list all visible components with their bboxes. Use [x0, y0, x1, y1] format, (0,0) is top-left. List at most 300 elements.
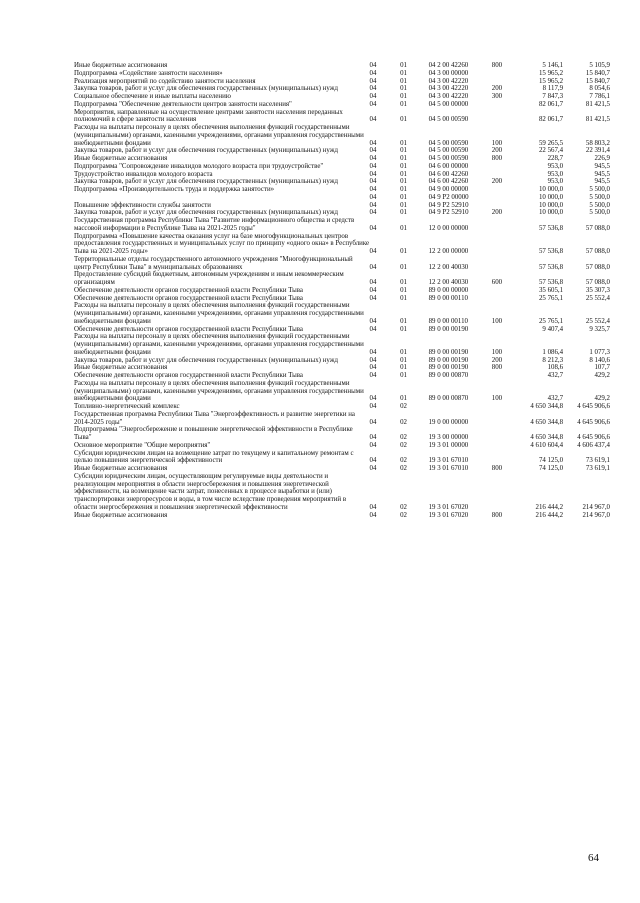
target-article-code: 04 5 00 00590	[428, 139, 469, 147]
amount-second-year: 81 421,5	[585, 116, 610, 124]
row-name: Иные бюджетные ассигнования	[74, 155, 168, 162]
amount-second-year: 1 077,3	[589, 348, 610, 356]
row-name: Государственная программа Республики Тыва "Развитие информационного общества и средств массовой информации в Республике Тыва на 2021-2025 годы"	[74, 217, 355, 232]
subsection-code: 01	[400, 325, 407, 333]
expense-type-code	[492, 109, 514, 125]
amount-first-year: 10 000,0	[538, 201, 564, 209]
section-code: 04	[369, 511, 377, 519]
table-row	[74, 357, 610, 365]
expense-type-code	[492, 194, 514, 202]
table-row	[74, 233, 610, 256]
amount-second-year: 5 500,0	[589, 209, 610, 217]
table-row	[74, 372, 610, 380]
amount-first-year: 22 567,4	[538, 147, 564, 155]
target-article-code: 19 3 01 67010	[428, 465, 469, 472]
amount-first-year: 953,0	[547, 162, 564, 170]
amount-first-year: 5 146,1	[542, 62, 564, 69]
table-row	[74, 302, 610, 325]
section-code: 04	[369, 178, 377, 186]
subsection-code: 01	[400, 93, 407, 100]
amount-first-year: 432,7	[547, 395, 564, 403]
amount-second-year: 35 307,3	[585, 286, 610, 294]
target-article-code: 04 5 00 00000	[428, 100, 469, 108]
table-row	[74, 411, 610, 427]
section-code: 04	[369, 77, 377, 85]
table-row	[74, 271, 610, 287]
amount-first-year: 15 965,2	[538, 69, 564, 77]
subsection-code: 01	[400, 155, 407, 162]
target-article-code: 19 3 01 67020	[428, 511, 469, 519]
table-row	[74, 163, 610, 171]
target-article-code: 04 3 00 42220	[428, 93, 469, 100]
row-name: Подпрограмма «Содействие занятости населения»	[74, 69, 223, 77]
section-code: 04	[369, 263, 377, 271]
amount-first-year: 4 650 344,8	[530, 403, 564, 410]
table-row	[74, 217, 610, 233]
subsection-code: 01	[400, 279, 407, 286]
row-name: Обеспечение деятельности органов государственной власти Республики Тыва	[74, 325, 303, 333]
section-code: 04	[369, 395, 377, 403]
expense-type-code	[492, 287, 514, 295]
table-row	[74, 85, 610, 93]
table-row	[74, 512, 610, 520]
budget-table-body	[74, 62, 610, 519]
expense-type-code	[492, 202, 514, 210]
section-code: 04	[369, 248, 377, 255]
amount-second-year: 58 803,2	[585, 139, 610, 147]
amount-first-year: 432,7	[547, 372, 564, 379]
target-article-code: 04 9 P2 00000	[428, 193, 469, 201]
target-article-code: 04 9 P2 52910	[428, 209, 469, 217]
row-name: Предоставление субсидий бюджетным, автономным учреждениям и иным некоммерческим организациям	[74, 271, 344, 286]
table-row	[74, 473, 610, 512]
section-code: 04	[369, 147, 377, 155]
section-code: 04	[369, 434, 377, 441]
expense-type-code: 200	[491, 356, 503, 364]
section-code: 04	[369, 69, 377, 77]
row-name: Трудоустройство инвалидов молодого возраста	[74, 170, 213, 178]
amount-second-year: 5 500,0	[589, 186, 610, 193]
subsection-code: 01	[400, 139, 407, 147]
row-name: Основное мероприятие "Общие мероприятия"	[74, 441, 211, 449]
section-code: 04	[369, 286, 377, 294]
subsection-code: 01	[400, 263, 407, 271]
row-name: Обеспечение деятельности органов государственной власти Республики Тыва	[74, 294, 303, 302]
amount-second-year: 945,5	[594, 170, 610, 178]
table-row	[74, 364, 610, 372]
expense-type-code: 100	[491, 317, 503, 325]
table-row	[74, 450, 610, 466]
subsection-code: 02	[400, 465, 407, 472]
table-row	[74, 186, 610, 194]
row-name	[74, 194, 370, 202]
amount-first-year: 7 847,3	[542, 93, 564, 100]
row-name: Территориальные отделы государственного автономного учреждения "Многофункциональный центр Республики Тыва" в муниципальных образованиях	[74, 255, 353, 271]
amount-first-year: 8 212,3	[542, 356, 564, 364]
target-article-code: 04 9 00 00000	[428, 186, 469, 193]
row-name: Расходы на выплаты персоналу в целях обеспечения выполнения функций государственными (муниципальными) органами, казенными учреждениями, органами управления государственными внебюджетными фондами	[74, 124, 364, 147]
section-code: 04	[369, 201, 377, 209]
table-row	[74, 442, 610, 450]
section-code: 04	[369, 503, 377, 511]
expense-type-code	[492, 70, 514, 78]
row-name: Подпрограмма "Сопровождение инвалидов молодого возраста при трудоустройстве"	[74, 162, 324, 170]
subsection-code: 01	[400, 294, 407, 302]
target-article-code: 89 0 00 00870	[428, 395, 469, 403]
amount-first-year: 74 125,0	[538, 457, 564, 465]
row-name: Государственная программа Республики Тыва "Энергоэффективность и развитие энергетики на 2014-2025 годы"	[74, 410, 355, 426]
table-row	[74, 70, 610, 78]
amount-second-year: 9 325,7	[589, 325, 610, 333]
expense-type-code: 100	[491, 348, 503, 356]
section-code: 04	[369, 279, 377, 286]
table-row	[74, 93, 610, 101]
row-name: Мероприятия, направленные на осуществление центрами занятости населения переданных полномочий в сфере занятости населения	[74, 108, 343, 124]
table-row	[74, 465, 610, 473]
row-name: Субсидии юридическим лицам на возмещение затрат по текущему и капитальному ремонтам с целью повышения энергетической эффективности	[74, 449, 354, 465]
subsection-code: 01	[400, 395, 407, 403]
amount-first-year: 9 407,4	[542, 325, 564, 333]
amount-first-year: 953,0	[547, 170, 564, 178]
subsection-code: 01	[400, 364, 407, 372]
table-row	[74, 155, 610, 163]
amount-first-year: 59 265,5	[538, 139, 564, 147]
amount-first-year: 228,7	[547, 155, 564, 162]
amount-first-year: 8 117,9	[542, 85, 564, 93]
section-code: 04	[369, 93, 377, 100]
amount-first-year: 57 536,8	[538, 279, 564, 286]
expense-type-code	[492, 78, 514, 86]
row-name: Подпрограмма «Повышение качества оказания услуг на базе многофункциональных центров предоставления государственных и муниципальных услуг по принципу «одного окна» в Республике Тыва на 2021-2025 годы»	[74, 232, 370, 255]
table-row	[74, 101, 610, 109]
amount-first-year: 15 965,2	[538, 77, 564, 85]
section-code: 04	[369, 170, 377, 178]
section-code: 04	[369, 62, 377, 69]
subsection-code: 01	[400, 147, 407, 155]
target-article-code: 12 2 00 00000	[428, 248, 469, 255]
amount-first-year: 82 061,7	[538, 116, 564, 124]
expense-type-code: 800	[491, 465, 503, 472]
expense-type-code: 800	[491, 62, 503, 69]
table-row	[74, 78, 610, 86]
subsection-code: 02	[400, 457, 407, 465]
row-name: Закупка товаров, работ и услуг для обеспечения государственных (муниципальных) нужд	[74, 356, 338, 364]
section-code: 04	[369, 162, 377, 170]
section-code: 04	[369, 317, 377, 325]
row-name: Субсидии юридическим лицам, осуществляющим регулируемые виды деятельности и реализующим мероприятия в области энергосбережения и повышения энергетической эффективности, на возмещение части затрат, понесенных в процессе выработки и (или) транспортировки энергоресурсов и воды, в том числе вследствие проведения мероприятий в области энергосбережения и повышения энергетической эффективности	[74, 472, 347, 511]
row-name: Обеспечение деятельности органов государственной власти Республики Тыва	[74, 372, 303, 379]
amount-first-year: 57 536,8	[538, 224, 564, 232]
page-number: 64	[588, 852, 599, 864]
section-code: 04	[369, 100, 377, 108]
section-code: 04	[369, 457, 377, 465]
amount-second-year: 57 088,0	[585, 224, 610, 232]
subsection-code: 01	[400, 77, 407, 85]
table-row	[74, 256, 610, 272]
row-name: Топливно-энергетический комплекс	[74, 403, 180, 410]
target-article-code: 04 6 00 42260	[428, 178, 469, 186]
amount-first-year: 35 605,1	[538, 286, 564, 294]
subsection-code: 01	[400, 348, 407, 356]
section-code: 04	[369, 372, 377, 379]
amount-second-year: 214 967,0	[582, 503, 610, 511]
expense-type-code	[492, 256, 514, 272]
table-row	[74, 333, 610, 356]
amount-first-year: 216 444,2	[535, 511, 564, 519]
expense-type-code	[492, 411, 514, 427]
amount-second-year: 4 645 906,6	[577, 418, 610, 426]
amount-second-year: 57 088,0	[585, 279, 610, 286]
row-name: Закупка товаров, работ и услуг для обеспечения государственных (муниципальных) нужд	[74, 178, 338, 186]
expense-type-code: 100	[491, 139, 503, 147]
expense-type-code	[492, 233, 514, 256]
target-article-code: 04 3 00 00000	[428, 69, 469, 77]
section-code: 04	[369, 325, 377, 333]
amount-first-year: 74 125,0	[538, 465, 564, 472]
target-article-code: 04 9 P2 52910	[428, 201, 469, 209]
amount-second-year: 429,2	[594, 372, 610, 379]
row-name: Подпрограмма "Энергосбережение и повышение энергетической эффективности в Республике Тыва"	[74, 426, 353, 441]
table-row	[74, 109, 610, 125]
expense-type-code	[492, 450, 514, 466]
section-code: 04	[369, 209, 377, 217]
row-name: Расходы на выплаты персоналу в целях обеспечения выполнения функций государственными (муниципальными) органами, казенными учреждениями, органами управления государственными внебюджетными фондами	[74, 379, 364, 403]
amount-first-year: 216 444,2	[535, 503, 564, 511]
subsection-code: 02	[400, 434, 407, 441]
target-article-code: 19 3 01 67020	[428, 503, 469, 511]
target-article-code: 89 0 00 00190	[428, 356, 469, 364]
expense-type-code	[492, 426, 514, 442]
amount-second-year: 15 840,7	[585, 69, 610, 77]
target-article-code: 89 0 00 00190	[428, 348, 469, 356]
amount-second-year: 73 619,1	[585, 465, 610, 472]
amount-first-year: 1 086,4	[542, 348, 564, 356]
amount-second-year: 81 421,5	[585, 100, 610, 108]
section-code: 04	[369, 186, 377, 193]
target-article-code: 89 0 00 00110	[428, 317, 468, 325]
row-name: Закупка товаров, работ и услуг для обеспечения государственных (муниципальных) нужд	[74, 209, 338, 217]
amount-second-year: 4 645 906,6	[577, 403, 610, 410]
amount-first-year: 25 765,1	[538, 294, 564, 302]
section-code: 04	[369, 441, 377, 449]
amount-first-year: 82 061,7	[538, 100, 564, 108]
expense-type-code	[492, 186, 514, 194]
amount-second-year: 945,5	[594, 178, 610, 186]
expense-type-code	[492, 326, 514, 334]
section-code: 04	[369, 139, 377, 147]
subsection-code: 02	[400, 403, 407, 410]
subsection-code: 01	[400, 356, 407, 364]
section-code: 04	[369, 85, 377, 93]
amount-second-year: 57 088,0	[585, 248, 610, 255]
amount-second-year: 5 500,0	[589, 193, 610, 201]
target-article-code	[429, 403, 492, 411]
amount-second-year: 107,7	[594, 364, 610, 372]
subsection-code: 01	[400, 69, 407, 77]
table-row	[74, 124, 610, 147]
target-article-code: 04 5 00 00590	[428, 155, 469, 162]
section-code: 04	[369, 418, 377, 426]
target-article-code: 89 0 00 00000	[428, 286, 469, 294]
table-row	[74, 287, 610, 295]
row-name: Иные бюджетные ассигнования	[74, 511, 168, 519]
amount-second-year: 4 606 437,4	[577, 441, 610, 449]
table-row	[74, 171, 610, 179]
section-code: 04	[369, 116, 377, 124]
section-code: 04	[369, 465, 377, 472]
amount-first-year: 4 650 344,8	[530, 434, 564, 441]
subsection-code: 01	[400, 186, 407, 193]
target-article-code: 04 5 00 00590	[428, 116, 469, 124]
target-article-code: 89 0 00 00870	[428, 372, 469, 379]
amount-second-year: 25 552,4	[585, 294, 610, 302]
row-name: Обеспечение деятельности органов государственной власти Республики Тыва	[74, 286, 303, 294]
target-article-code: 12 2 00 40030	[428, 279, 469, 286]
row-name: Иные бюджетные ассигнования	[74, 62, 168, 69]
expense-type-code	[492, 217, 514, 233]
subsection-code: 01	[400, 209, 407, 217]
row-name: Иные бюджетные ассигнования	[74, 465, 168, 472]
table-row	[74, 209, 610, 217]
subsection-code: 01	[400, 100, 407, 108]
target-article-code: 12 2 00 40030	[428, 263, 469, 271]
amount-first-year: 4 650 344,8	[530, 418, 564, 426]
target-article-code: 04 6 00 42260	[428, 170, 469, 178]
table-row	[74, 194, 610, 202]
expense-type-code: 200	[491, 178, 503, 186]
subsection-code: 01	[400, 193, 407, 201]
amount-first-year: 953,0	[547, 178, 564, 186]
expense-type-code: 200	[491, 147, 503, 155]
amount-second-year: 214 967,0	[582, 511, 610, 519]
target-article-code: 12 0 00 00000	[428, 224, 469, 232]
table-row	[74, 326, 610, 334]
subsection-code: 01	[400, 162, 407, 170]
target-article-code: 04 2 00 42260	[428, 62, 469, 69]
subsection-code: 01	[400, 286, 407, 294]
expense-type-code: 200	[491, 85, 503, 93]
subsection-code: 01	[400, 201, 407, 209]
amount-second-year: 5 500,0	[589, 201, 610, 209]
expense-type-code: 200	[491, 209, 503, 217]
section-code: 04	[369, 294, 377, 302]
amount-second-year: 25 552,4	[585, 317, 610, 325]
expense-type-code: 800	[491, 364, 503, 372]
amount-second-year: 429,2	[594, 395, 610, 403]
subsection-code: 01	[400, 62, 407, 69]
target-article-code: 04 3 00 42220	[428, 77, 469, 85]
expense-type-code	[492, 372, 514, 380]
target-article-code: 04 5 00 00590	[428, 147, 469, 155]
subsection-code: 02	[400, 418, 407, 426]
table-row	[74, 295, 610, 303]
amount-second-year: 57 088,0	[585, 263, 610, 271]
expense-type-code	[492, 163, 514, 171]
table-row	[74, 62, 610, 70]
target-article-code: 19 3 01 00000	[428, 441, 469, 449]
amount-first-year: 10 000,0	[538, 209, 564, 217]
expense-type-code	[492, 442, 514, 450]
row-name: Подпрограмма "Обеспечение деятельности центров занятости населения"	[74, 100, 292, 108]
amount-second-year: 945,5	[594, 162, 610, 170]
row-name: Расходы на выплаты персоналу в целях обеспечения выполнения функций государственными (муниципальными) органами, казенными учреждениями, органами управления государственными внебюджетными фондами	[74, 333, 364, 356]
expense-type-code	[492, 403, 514, 411]
amount-second-year: 22 391,4	[585, 147, 610, 155]
section-code: 04	[369, 364, 377, 372]
target-article-code: 19 0 00 00000	[428, 418, 469, 426]
amount-first-year: 10 000,0	[538, 193, 564, 201]
expense-type-code	[492, 101, 514, 109]
amount-first-year: 57 536,8	[538, 248, 564, 255]
table-row	[74, 202, 610, 210]
subsection-code: 02	[400, 503, 407, 511]
amount-first-year: 10 000,0	[538, 186, 564, 193]
amount-second-year: 8 054,6	[589, 85, 610, 93]
amount-first-year: 4 610 604,4	[530, 441, 564, 449]
target-article-code: 04 6 00 00000	[428, 162, 469, 170]
table-row	[74, 403, 610, 411]
row-name: Расходы на выплаты персоналу в целях обеспечения выполнения функций государственными (муниципальными) органами, казенными учреждениями, органами управления государственными внебюджетными фондами	[74, 302, 364, 325]
row-name: Социальное обеспечение и иные выплаты населению	[74, 93, 231, 100]
amount-first-year: 108,6	[547, 364, 564, 372]
section-code: 04	[369, 193, 377, 201]
row-name: Повышение эффективности службы занятости	[74, 201, 211, 209]
budget-table	[74, 62, 610, 519]
subsection-code: 01	[400, 170, 407, 178]
amount-second-year: 7 786,1	[589, 93, 610, 100]
expense-type-code: 300	[491, 93, 503, 100]
target-article-code: 89 0 00 00110	[428, 294, 468, 302]
row-name: Закупка товаров, работ и услуг для обеспечения государственных (муниципальных) нужд	[74, 85, 338, 93]
subsection-code: 01	[400, 372, 407, 379]
expense-type-code	[492, 473, 514, 512]
table-row	[74, 178, 610, 186]
subsection-code: 01	[400, 85, 407, 93]
subsection-code: 01	[400, 224, 407, 232]
subsection-code: 01	[400, 178, 407, 186]
target-article-code: 19 3 01 67010	[428, 457, 469, 465]
section-code: 04	[369, 155, 377, 162]
target-article-code: 89 0 00 00190	[428, 364, 469, 372]
section-code: 04	[369, 348, 377, 356]
subsection-code: 01	[400, 116, 407, 124]
amount-second-year: 5 105,9	[589, 62, 610, 69]
subsection-code: 02	[400, 441, 407, 449]
amount-first-year: 25 765,1	[538, 317, 564, 325]
amount-second-year: 226,9	[594, 155, 610, 162]
table-row	[74, 147, 610, 155]
expense-type-code	[492, 295, 514, 303]
amount-second-year: 15 840,7	[585, 77, 610, 85]
subsection-code: 01	[400, 317, 407, 325]
row-name: Иные бюджетные ассигнования	[74, 364, 168, 372]
expense-type-code: 800	[491, 511, 503, 519]
amount-second-year: 73 619,1	[585, 457, 610, 465]
expense-type-code: 600	[491, 279, 503, 286]
target-article-code: 89 0 00 00190	[428, 325, 469, 333]
target-article-code: 04 3 00 42220	[428, 85, 469, 93]
amount-second-year: 8 140,6	[589, 356, 610, 364]
expense-type-code: 800	[491, 155, 503, 162]
section-code: 04	[369, 356, 377, 364]
amount-second-year: 4 645 906,6	[577, 434, 610, 441]
table-row	[74, 380, 610, 403]
section-code: 04	[369, 224, 377, 232]
table-row	[74, 426, 610, 442]
expense-type-code	[492, 171, 514, 179]
subsection-code: 02	[400, 511, 407, 519]
expense-type-code: 100	[491, 395, 503, 403]
